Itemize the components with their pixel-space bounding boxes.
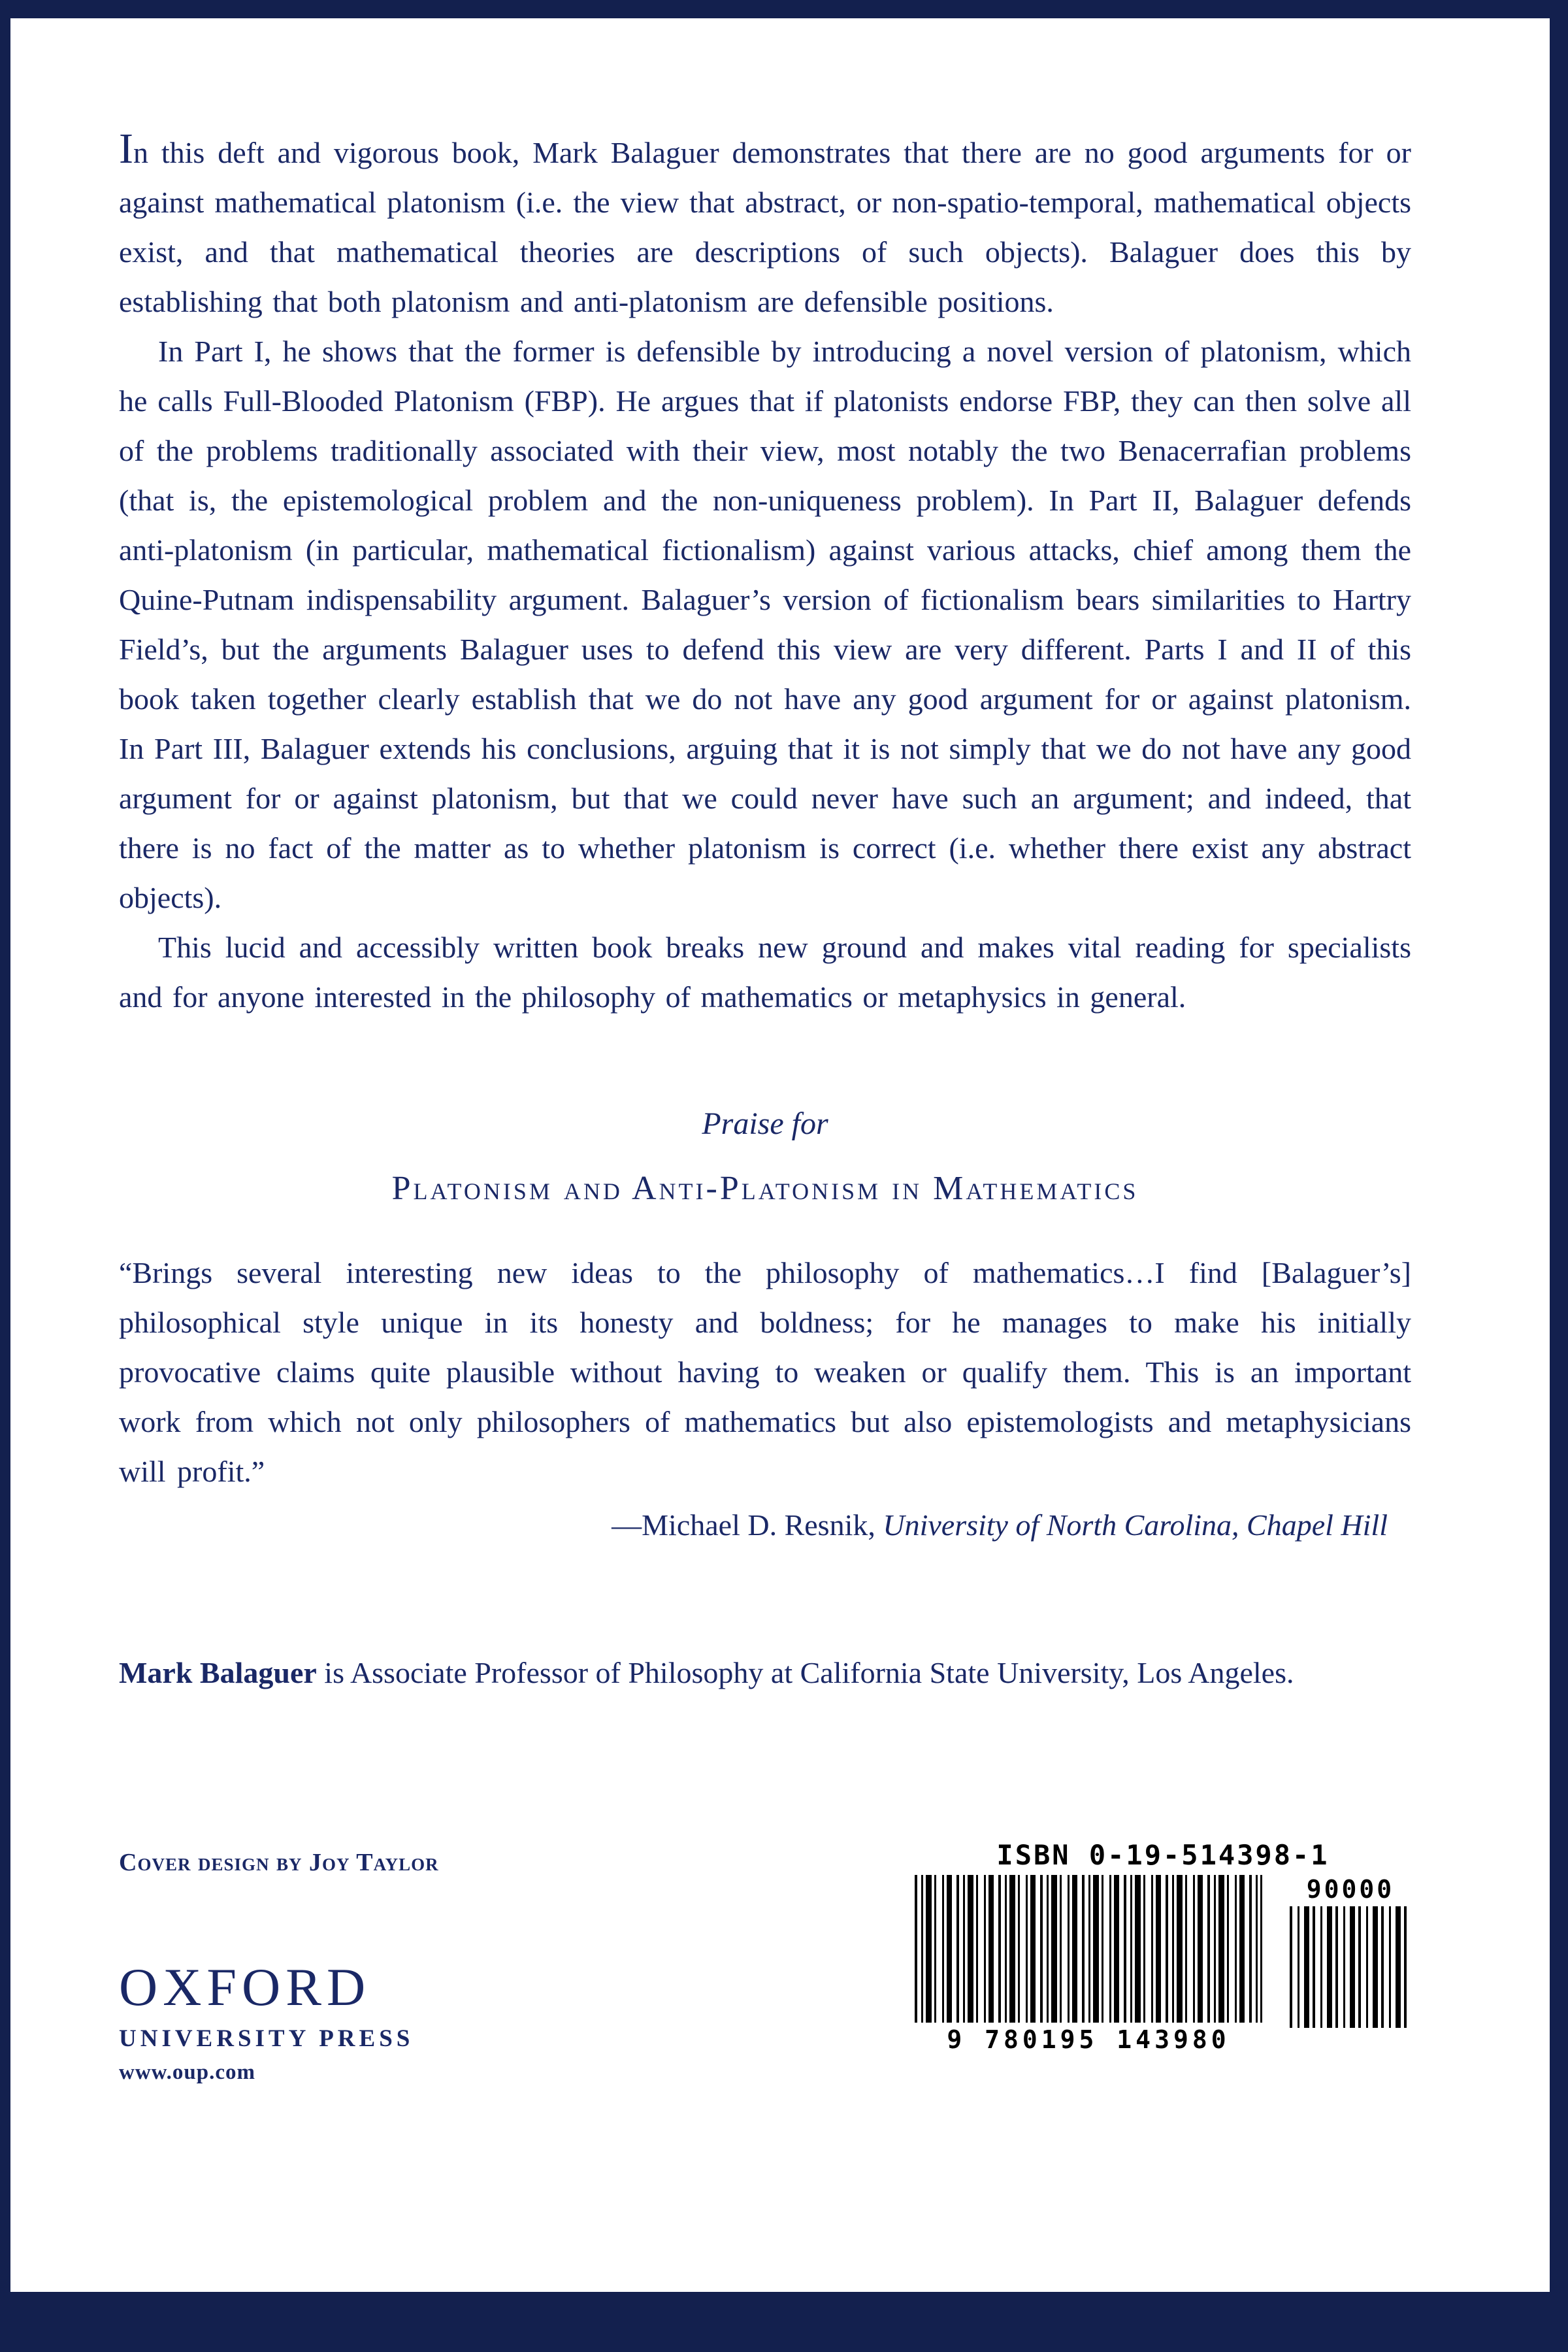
drop-cap: I	[119, 125, 133, 173]
praise-for-label: Praise for	[702, 1106, 828, 1141]
author-name: Mark Balaguer	[119, 1656, 317, 1689]
barcode-bars-row	[915, 1875, 1411, 2054]
publisher-name: OXFORD	[119, 1957, 371, 2017]
barcode-image	[915, 1875, 1262, 2023]
review-attribution	[119, 1500, 1411, 1550]
reviewer-affiliation: University of North Carolina, Chapel Hill	[883, 1508, 1388, 1542]
barcode-addon-column	[1290, 1875, 1411, 2028]
description-paragraph-1	[119, 125, 1411, 327]
addon-barcode-image	[1290, 1906, 1411, 2028]
author-bio	[119, 1648, 1411, 1698]
isbn-label: ISBN 0-19-514398-1	[996, 1839, 1330, 1871]
publisher-website: www.oup.com	[119, 2061, 256, 2084]
bottom-section	[119, 1839, 1411, 2085]
barcode-main-column	[915, 1875, 1262, 2054]
addon-code: 90000	[1306, 1875, 1395, 1904]
barcode-block	[915, 1839, 1411, 2054]
ean-number: 9 780195 143980	[947, 2025, 1230, 2054]
paragraph-1-text: n this deft and vigorous book, Mark Balaguer demonstrates that there are no good arguments for or against mathematical platonism (i.e. the view that abstract, or non-spatio-temporal, mathematical objects exist, and that mathematical theories are descriptions of such objects). Balaguer does this by establishing that both platonism and anti-platonism are defensible positions.	[119, 136, 1411, 318]
book-title: Platonism and Anti-Platonism in Mathematics	[391, 1170, 1139, 1207]
description-paragraph-3: This lucid and accessibly written book breaks new ground and makes vital reading for specialists and for anyone interested in the philosophy of mathematics or metaphysics in general.	[119, 931, 1411, 1014]
review-quote: “Brings several interesting new ideas to the philosophy of mathematics…I find [Balaguer’s] philosophical style unique in its honesty and boldness; for he manages to make his initially provocative claims quite plausible without having to weaken or qualify them. This is an important work from which not only philosophers of mathematics but also epistemologists and metaphysicians will profit.”	[119, 1256, 1411, 1488]
publisher-subtitle: UNIVERSITY PRESS	[119, 2025, 414, 2052]
cover-design-credit: Cover design by Joy Taylor	[119, 1849, 439, 1876]
publisher-column	[119, 1848, 439, 2085]
reviewer-name: —Michael D. Resnik,	[612, 1508, 883, 1542]
cover-content	[10, 18, 1550, 2085]
description-paragraph-2: In Part I, he shows that the former is defensible by introducing a novel version of platonism, which he calls Full-Blooded Platonism (FBP). He argues that if platonists endorse FBP, they can then solve all of the problems traditionally associated with their view, most notably the two Benacerrafian problems (that is, the epistemological problem and the non-uniqueness problem). In Part II, Balaguer defends anti-platonism (in particular, mathematical fictionalism) against various attacks, chief among them the Quine-Putnam indispensability argument. Balaguer’s version of fictionalism bears similarities to Hartry Field’s, but the arguments Balaguer uses to defend this view are very different. Parts I and II of this book taken together clearly establish that we do not have any good argument for or against platonism. In Part III, Balaguer extends his conclusions, arguing that it is not simply that we do not have any good argument for or against platonism, but that we could never have such an argument; and indeed, that there is no fact of the matter as to whether platonism is correct (i.e. whether there exist any abstract objects).	[119, 335, 1411, 914]
publisher-logo	[119, 1957, 439, 2085]
author-bio-text: is Associate Professor of Philosophy at California State University, Los Angeles.	[316, 1656, 1294, 1689]
book-back-cover	[10, 18, 1550, 2292]
book-description	[119, 125, 1411, 1022]
